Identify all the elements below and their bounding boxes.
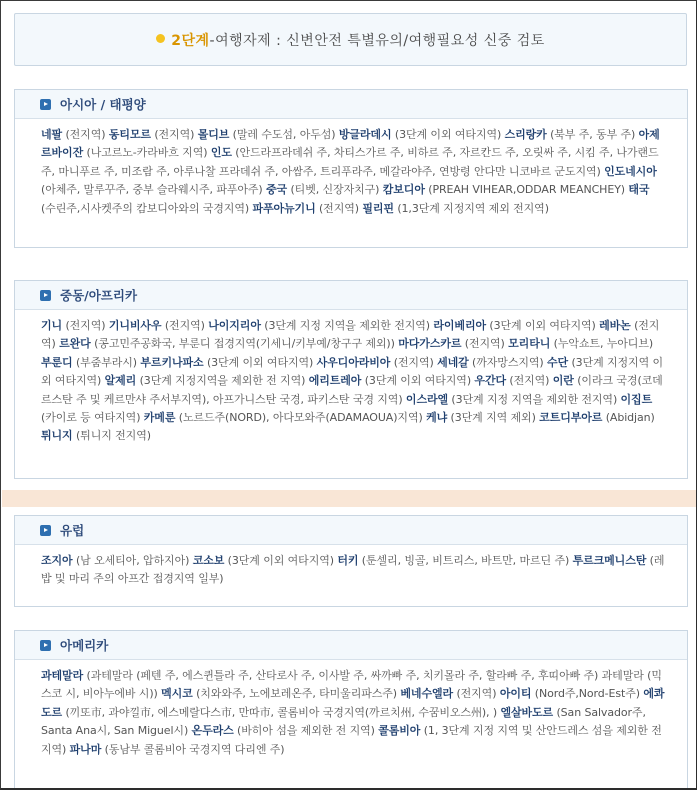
section-middle-east-africa <box>14 280 688 479</box>
country-name: 몰디브 <box>197 128 230 141</box>
country-name: 과테말라 <box>41 669 84 682</box>
section-body <box>15 545 687 589</box>
country-name: 세네갈 <box>437 355 469 369</box>
section-body <box>15 310 687 446</box>
country-name: 에리트레아 <box>308 374 362 388</box>
country-region-detail: (전지역) <box>390 355 438 369</box>
country-region-detail: (카이로 등 여타지역) <box>41 411 144 425</box>
country-region-detail: (부줌부라시) <box>72 355 141 369</box>
section-europe <box>14 515 688 607</box>
country-name: 필리핀 <box>362 201 394 215</box>
country-name: 파푸아뉴기니 <box>252 201 316 215</box>
country-region-detail: (까자망스지역) <box>468 355 547 369</box>
country-region-detail: (누악쇼트, 누아디브) <box>550 337 654 351</box>
country-name: 투르크메니스탄 <box>572 554 647 567</box>
country-region-detail: (남 오세티아, 압하지아) <box>72 554 193 567</box>
section-americas <box>14 630 688 790</box>
country-name: 카메룬 <box>143 411 176 425</box>
country-name: 라이베리아 <box>433 319 487 332</box>
country-name: 코트디부아르 <box>539 411 603 425</box>
section-header <box>15 631 687 660</box>
country-name: 이란 <box>552 374 574 388</box>
country-region-detail: (아체주, 말루꾸주, 중부 슬라웨시주, 파푸아주) <box>41 183 267 197</box>
country-name: 콜롬비아 <box>378 724 421 738</box>
country-name: 엘살바도르 <box>500 705 554 719</box>
country-name: 수단 <box>547 355 569 369</box>
section-body <box>15 660 687 759</box>
country-name: 부르키나파소 <box>140 355 204 369</box>
country-name: 온두라스 <box>191 724 234 738</box>
country-name: 우간다 <box>474 374 506 388</box>
country-name: 중국 <box>266 183 288 197</box>
country-region-detail: (티벳, 신장자치구) <box>287 183 383 197</box>
country-name: 태국 <box>628 183 650 197</box>
country-region-detail: (말레 수도섬, 아두섬) <box>229 128 339 141</box>
country-region-detail: (1,3단계 지정지역 제외 전지역) <box>393 201 549 215</box>
country-region-detail: (3단계 지정지역을 제외한 전 지역) <box>136 374 309 388</box>
country-name: 르완다 <box>59 337 91 351</box>
country-region-detail: (전지역) <box>161 319 209 332</box>
divider-band <box>2 490 696 507</box>
country-region-detail: (3단계 이외 여타지역) <box>486 319 600 332</box>
country-region-detail: (과테말라 (페텐 주, 에스퀸틀라 주, 산타로사 주, 이사발 주, 싸까빠 주, 치키몰라 주, 할라빠 주, 후띠아빠 주) 과테말라 (믹스코 시, 비아누에바 시)) <box>41 669 662 701</box>
country-region-detail: (3단계 지정 지역을 제외한 전지역) <box>448 392 621 406</box>
country-name: 스리랑카 <box>504 128 547 141</box>
section-header <box>15 516 687 545</box>
country-name: 캄보디아 <box>382 183 425 197</box>
section-header <box>15 281 687 310</box>
country-region-detail: (수린주,시사켓주의 캄보디아와의 국경지역) <box>41 201 253 215</box>
country-region-detail: (전지역) <box>461 337 509 351</box>
country-region-detail: (San Salvador주, Santa Ana시, San Miguel시) <box>41 705 646 738</box>
country-region-detail: (3단계 이외 여타지역) <box>361 374 475 388</box>
country-region-detail: (PREAH VIHEAR,ODDAR MEANCHEY) <box>424 183 629 197</box>
section-asia-pacific <box>14 89 688 248</box>
section-title: 아시아 / 태평양 <box>60 97 146 112</box>
country-region-detail: (동남부 콜롬비아 국경지역 다리엔 주) <box>101 742 285 756</box>
country-region-detail: (툰셀리, 빙골, 비트리스, 바트만, 마르딘 주) <box>358 554 573 567</box>
country-region-detail: (Abidjan) <box>602 411 655 425</box>
country-name: 레바논 <box>599 319 631 332</box>
country-name: 동티모르 <box>108 128 151 141</box>
country-name: 인도 <box>210 146 232 160</box>
country-region-detail: (북부 주, 동부 주) <box>546 128 639 141</box>
country-region-detail: (전지역) <box>506 374 553 388</box>
country-region-detail: (전지역) <box>41 319 660 351</box>
country-name: 아이티 <box>499 687 532 701</box>
country-region-detail: (Nord주,Nord-Est주) <box>531 687 644 701</box>
country-region-detail: (전지역) <box>315 201 363 215</box>
country-name: 에콰도르 <box>41 687 665 719</box>
country-region-detail: (레밥 및 마리 주의 아프간 접경지역 일부) <box>41 554 665 586</box>
country-name: 아제르바이잔 <box>41 128 660 160</box>
country-region-detail: (3단계 이외 여타지역) <box>224 554 338 567</box>
country-name: 나이지리아 <box>208 319 261 332</box>
section-header <box>15 90 687 119</box>
country-region-detail: (1, 3단계 지정 지역 및 산안드레스 섬을 제외한 전지역) <box>41 724 662 756</box>
country-region-detail: (안드라프라데쉬 주, 차티스가르 주, 비하르 주, 자르칸드 주, 오릿싸 주, 시킴 주, 나가랜드 주, 마니푸르 주, 미조람 주, 아루나찰 프라데쉬 주, 아쌈주, 트리푸라주, 메갈라야주, 연방령 안다만 니코바르 군도지역) <box>41 146 659 178</box>
country-name: 조지아 <box>41 554 73 567</box>
level-description: -여행자제 : 신변안전 특별유의/여행필요성 신중 검토 <box>209 32 545 49</box>
section-arrow-icon <box>40 640 51 651</box>
section-arrow-icon <box>40 525 51 536</box>
country-region-detail: (전지역) <box>453 687 500 701</box>
section-title: 유럽 <box>60 523 85 538</box>
country-name: 기니비사우 <box>108 319 162 332</box>
country-name: 네팔 <box>41 128 63 141</box>
country-name: 멕시코 <box>161 687 193 701</box>
country-name: 알제리 <box>104 374 137 388</box>
country-name: 케냐 <box>426 411 448 425</box>
country-region-detail: (전지역) <box>62 128 109 141</box>
country-region-detail: (이라크 국경(코데르스탄 주 및 케르만샤 주서부지역), 아프가니스탄 국경, 파키스탄 국경 지역) <box>41 374 663 406</box>
country-name: 파나마 <box>69 742 102 756</box>
country-region-detail: (3단계 이외 여타지역) <box>203 355 317 369</box>
country-name: 부룬디 <box>41 355 73 369</box>
travel-level-header <box>14 13 687 66</box>
section-arrow-icon <box>40 99 51 110</box>
country-name: 모리타니 <box>508 337 551 351</box>
country-region-detail: (3단계 지정지역 이외 여타지역) <box>41 355 664 388</box>
country-region-detail: (끼또市, 과야낄市, 에스메랄다스市, 만따市, 콜롬비아 국경지역(까르치州, 수꿈비오스州), ) <box>62 705 501 719</box>
country-name: 코소보 <box>192 554 225 567</box>
section-arrow-icon <box>40 290 51 301</box>
country-name: 터키 <box>337 554 359 567</box>
country-region-detail: (치와와주, 노에보레온주, 타미울리파스주) <box>192 687 401 701</box>
country-region-detail: (콩고민주공화국, 부룬디 접경지역(기세니/키부예/창구구 제외)) <box>90 337 399 351</box>
level-label: 2단계 <box>171 32 210 49</box>
country-region-detail: (튀니지 전지역) <box>72 429 151 443</box>
section-body <box>15 119 687 218</box>
country-region-detail: (3단계 이외 여타지역) <box>391 128 505 141</box>
level-dot-icon <box>156 34 165 43</box>
country-region-detail: (전지역) <box>150 128 198 141</box>
country-region-detail: (3단계 지역 제외) <box>447 411 540 425</box>
country-name: 사우디아라비아 <box>316 355 391 369</box>
country-name: 베네수엘라 <box>400 687 454 701</box>
country-name: 이스라엘 <box>405 392 449 406</box>
country-name: 튀니지 <box>41 429 73 443</box>
country-region-detail: (나고르노-카라바흐 지역) <box>83 146 211 160</box>
section-title: 아메리카 <box>60 638 109 653</box>
country-region-detail: (바히아 섬을 제외한 전 지역) <box>233 724 379 738</box>
section-title: 중동/아프리카 <box>60 288 138 303</box>
country-region-detail: (전지역) <box>62 319 109 332</box>
country-name: 인도네시아 <box>604 164 657 178</box>
country-name: 방글라데시 <box>338 128 392 141</box>
country-name: 마다가스카르 <box>398 337 462 351</box>
country-region-detail: (노르드주(NORD), 아다모와주(ADAMAOUA)지역) <box>175 411 427 425</box>
country-name: 기니 <box>41 319 63 332</box>
country-region-detail: (3단계 지정 지역을 제외한 전지역) <box>260 319 434 332</box>
country-name: 이집트 <box>620 392 653 406</box>
